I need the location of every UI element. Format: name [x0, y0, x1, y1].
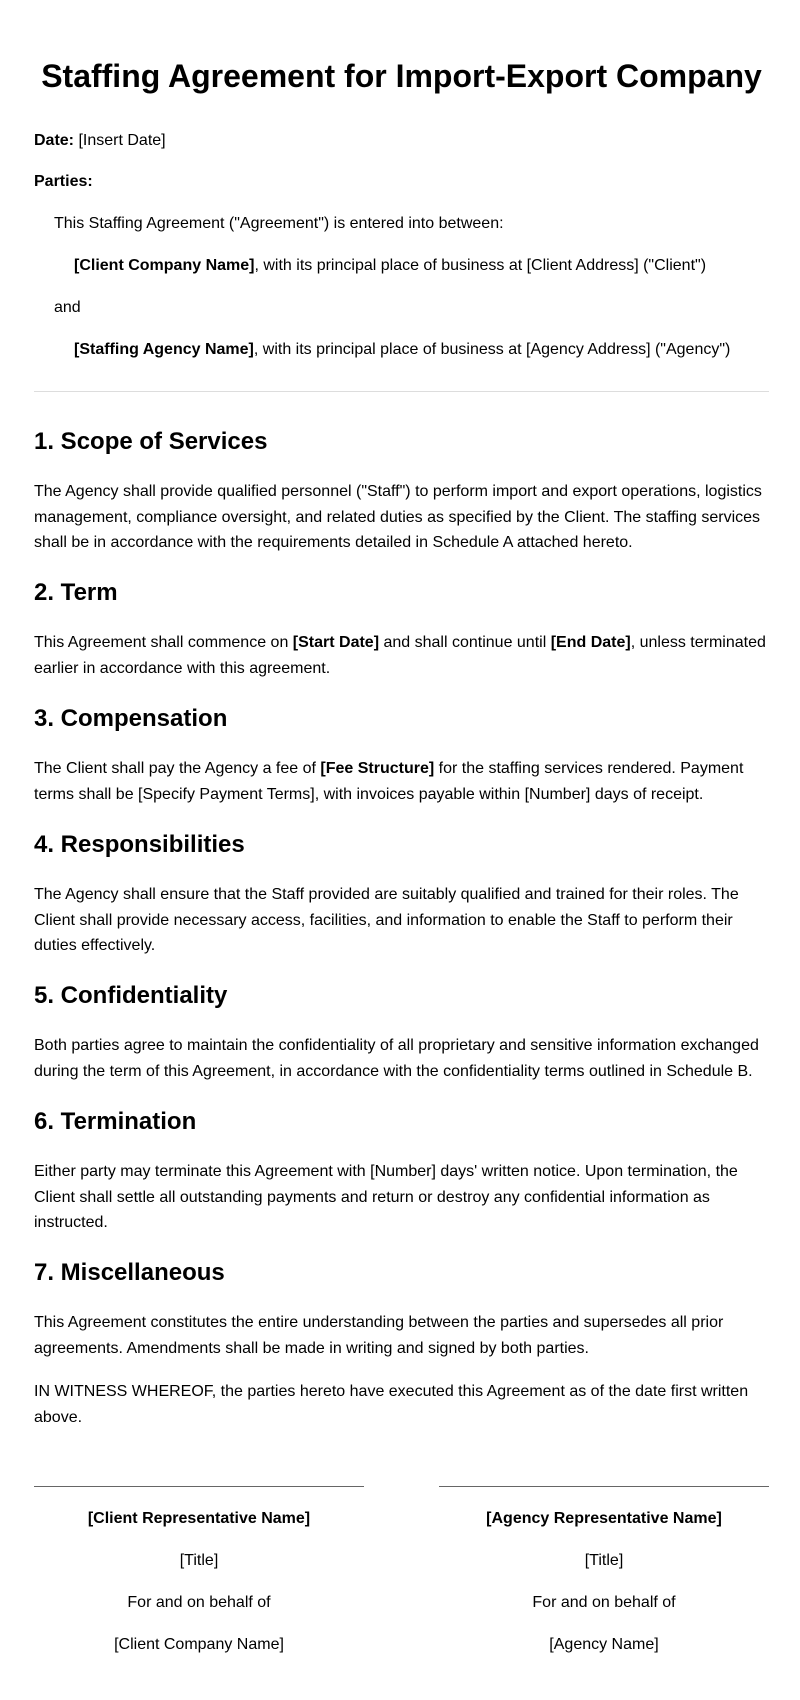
section-heading-responsibilities: 4. Responsibilities: [34, 831, 245, 858]
client-party-name: [Client Company Name]: [74, 257, 255, 274]
scope-paragraph: The Agency shall provide qualified personnel ("Staff") to perform import and export operations, logistics management, compliance oversight, and related duties as specified by the Client. The staffing services shall be in accordance with the requirements detailed in Schedule A attached hereto.: [34, 483, 762, 551]
section-heading-term: 2. Term: [34, 579, 118, 606]
term-end-date: [End Date]: [550, 634, 631, 651]
agency-signature-line: [439, 1486, 769, 1487]
section-text-compensation: [34, 756, 769, 807]
client-signature-block: [34, 1486, 364, 1653]
miscellaneous-paragraph: This Agreement constitutes the entire understanding between the parties and supersedes all prior agreements. Amendments shall be made in writing and signed by both parties.: [34, 1314, 724, 1357]
section-text-miscellaneous: [34, 1310, 769, 1361]
term-text-2: and shall continue until: [379, 634, 551, 651]
agency-behalf-text: For and on behalf of: [532, 1594, 676, 1611]
date-value: [Insert Date]: [78, 132, 166, 149]
compensation-paragraph: [34, 756, 769, 807]
client-party-details: , with its principal place of business at [Client Address] ("Client"): [254, 257, 707, 274]
term-paragraph: [34, 630, 769, 681]
section-heading-scope: 1. Scope of Services: [34, 428, 268, 455]
agency-party-line: [74, 340, 730, 360]
agency-party-details: , with its principal place of business at [Agency Address] ("Agency"): [253, 341, 731, 358]
date-line: [34, 131, 166, 151]
section-text-confidentiality: [34, 1033, 769, 1084]
witness-clause: [34, 1379, 769, 1430]
term-text-1: This Agreement shall commence on: [34, 634, 293, 651]
client-party-line: [74, 256, 706, 276]
section-heading-termination: 6. Termination: [34, 1108, 197, 1135]
agency-signature-block: [439, 1486, 769, 1653]
compensation-text-2: for the staffing services rendered. Payment terms shall be [Specify Payment Terms], with invoices payable within [Number] days of receipt.: [34, 760, 744, 803]
term-start-date: [Start Date]: [292, 634, 380, 651]
client-representative-name: [Client Representative Name]: [87, 1510, 311, 1527]
parties-and: and: [54, 299, 81, 316]
section-text-responsibilities: [34, 882, 769, 959]
client-behalf-text: For and on behalf of: [127, 1594, 271, 1611]
compensation-fee: [Fee Structure]: [320, 760, 435, 777]
term-text-3: , unless terminated earlier in accordance with this agreement.: [34, 634, 766, 677]
parties-intro: This Staffing Agreement ("Agreement") is entered into between:: [54, 215, 504, 232]
termination-paragraph: Either party may terminate this Agreement with [Number] days' written notice. Upon termination, the Client shall settle all outstanding payments and return or destroy any confidential information as instructed.: [34, 1163, 738, 1231]
responsibilities-paragraph: The Agency shall ensure that the Staff provided are suitably qualified and trained for their roles. The Client shall provide necessary access, facilities, and information to enable the Staff to perform their duties effectively.: [34, 886, 739, 954]
client-signature-line: [34, 1486, 364, 1487]
agency-representative-name: [Agency Representative Name]: [486, 1510, 722, 1527]
section-heading-compensation: 3. Compensation: [34, 705, 228, 732]
section-heading-miscellaneous: 7. Miscellaneous: [34, 1259, 225, 1286]
section-text-termination: [34, 1159, 769, 1236]
confidentiality-paragraph: Both parties agree to maintain the confidentiality of all proprietary and sensitive information exchanged during the term of this Agreement, in accordance with the confidentiality terms outlined in Schedule B.: [34, 1037, 759, 1080]
document-title: Staffing Agreement for Import-Export Company: [41, 58, 762, 94]
section-text-term: [34, 630, 769, 681]
section-heading-confidentiality: 5. Confidentiality: [34, 982, 228, 1009]
witness-paragraph: IN WITNESS WHEREOF, the parties hereto have executed this Agreement as of the date first written above.: [34, 1383, 749, 1426]
client-company-name: [Client Company Name]: [114, 1636, 284, 1653]
client-representative-title: [Title]: [179, 1552, 219, 1569]
section-text-scope: [34, 479, 769, 556]
agency-party-name: [Staffing Agency Name]: [74, 341, 254, 358]
date-label: Date:: [34, 132, 75, 149]
compensation-text-1: The Client shall pay the Agency a fee of: [34, 760, 321, 777]
parties-label: Parties:: [34, 173, 93, 190]
agency-company-name: [Agency Name]: [549, 1636, 659, 1653]
agency-representative-title: [Title]: [584, 1552, 624, 1569]
section-divider: [34, 391, 769, 392]
